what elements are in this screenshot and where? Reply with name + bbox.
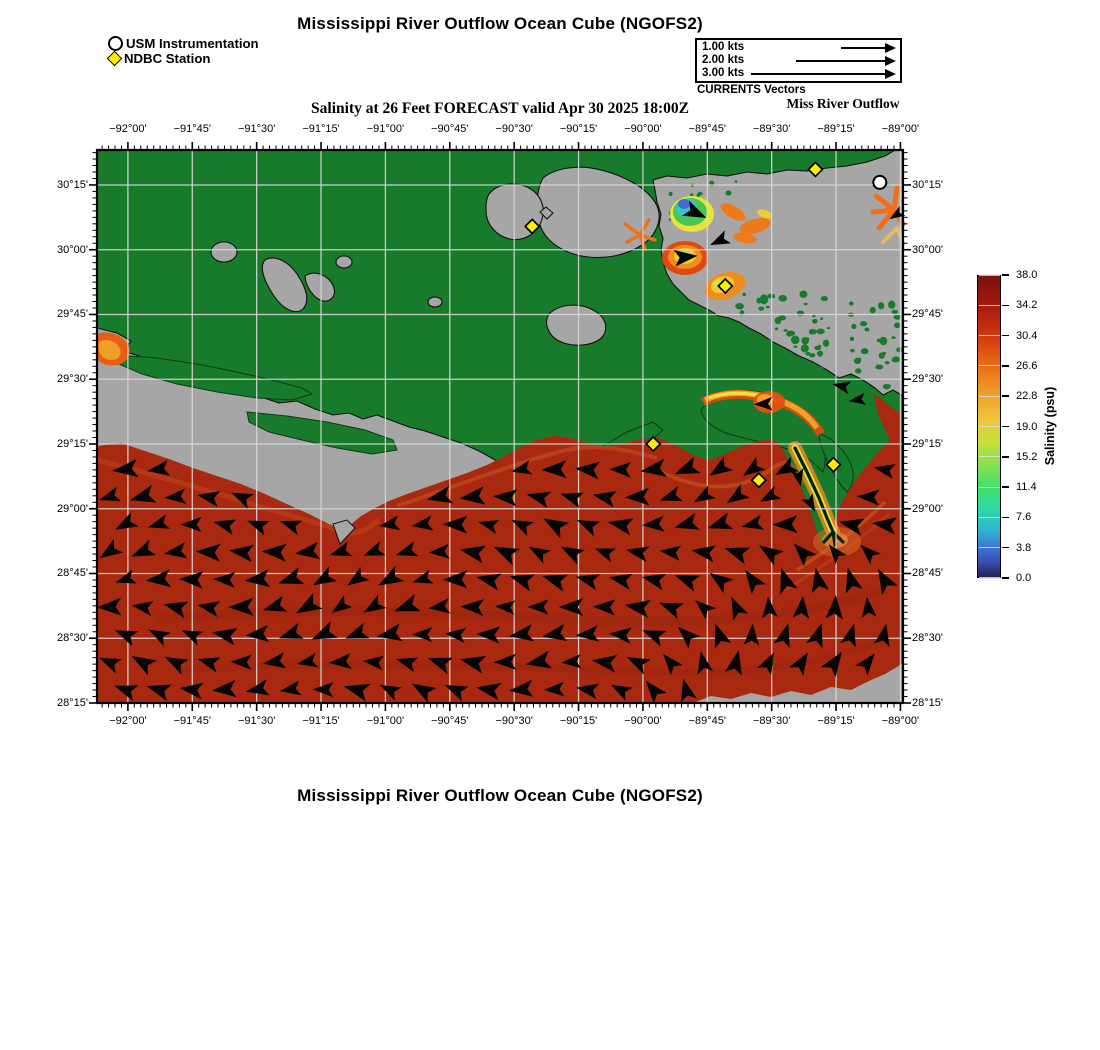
marsh-speckle (817, 352, 822, 355)
lat-tick-label: 28°15' (57, 697, 88, 709)
marsh-speckle (690, 193, 693, 196)
colorbar-tick-label: 38.0 (1016, 269, 1038, 281)
colorbar-tick-mark (1002, 426, 1009, 428)
currents-scale-row (697, 54, 900, 67)
colorbar-gridline (979, 365, 1000, 366)
marsh-speckle (875, 364, 883, 369)
colorbar-tick-label: 30.4 (1016, 329, 1038, 342)
lat-tick-label: 30°00' (912, 243, 943, 256)
ndbc-legend-label: NDBC Station (124, 51, 211, 66)
colorbar-gridline (979, 274, 1000, 275)
colorbar-tick-mark (1002, 577, 1009, 579)
marsh-speckle (759, 365, 763, 369)
marsh-speckle (756, 298, 761, 304)
lon-tick-label: −91°30' (237, 123, 276, 135)
lon-tick-label: −91°15' (302, 715, 340, 727)
station-legend (108, 36, 259, 66)
lon-tick-label: −90°15' (559, 715, 598, 727)
colorbar-gridline (979, 577, 1000, 578)
lat-tick-label: 30°00' (57, 243, 88, 256)
marsh-speckle (879, 352, 885, 358)
colorbar-gridline (979, 305, 1000, 306)
lat-tick-label: 29°00' (912, 502, 943, 515)
colorbar-tick-label: 26.6 (1016, 359, 1038, 372)
marsh-speckle (888, 301, 895, 309)
colorbar-tick-label: 22.8 (1016, 390, 1038, 403)
marsh-speckle (878, 302, 884, 309)
marsh-speckle (861, 348, 869, 354)
vector-arrowhead-icon (885, 56, 896, 66)
marsh-speckle (860, 390, 864, 394)
colorbar-tick-label: 19.0 (1016, 420, 1038, 433)
marsh-speckle (894, 322, 900, 328)
vector-arrowhead-icon (885, 69, 896, 79)
colorbar-tick-mark (1002, 456, 1009, 458)
marsh-speckle (770, 348, 775, 351)
colorbar-gridline (979, 335, 1000, 336)
marsh-speckle (849, 301, 854, 305)
colorbar-tick-mark (1002, 517, 1009, 519)
currents-caption: CURRENTS Vectors (697, 84, 806, 96)
colorbar-tick-mark (1002, 547, 1009, 549)
colorbar-tick-mark (1002, 274, 1009, 276)
colorbar-tick-mark (1002, 305, 1009, 307)
lat-tick-label: 28°45' (912, 567, 943, 580)
lon-tick-label: −92°00' (109, 123, 147, 135)
marsh-speckle (816, 328, 825, 334)
marsh-speckle (829, 375, 836, 381)
currents-scale-row (697, 67, 900, 80)
lon-tick-label: −92°00' (109, 715, 147, 727)
lon-tick-label: −90°00' (624, 123, 662, 135)
marsh-speckle (742, 293, 746, 296)
marsh-speckle (805, 372, 810, 375)
legend-row-ndbc (108, 51, 259, 66)
lat-tick-label: 29°30' (57, 373, 88, 386)
lat-tick-label: 29°45' (57, 308, 88, 321)
marsh-speckle (801, 344, 809, 352)
colorbar-tick-mark (1002, 486, 1009, 488)
marsh-speckle (818, 345, 822, 349)
lon-tick-label: −89°30' (752, 715, 791, 727)
marsh-speckle (726, 190, 732, 195)
marsh-speckle (775, 327, 778, 330)
currents-scale-label: 2.00 kts (702, 54, 745, 66)
marsh-speckle (823, 340, 829, 347)
colorbar-gridline (979, 547, 1000, 548)
lon-tick-label: −89°30' (752, 123, 791, 135)
lat-tick-label: 29°30' (912, 373, 943, 386)
usm-legend-label: USM Instrumentation (126, 36, 259, 51)
lon-tick-label: −91°30' (237, 715, 276, 727)
lon-tick-label: −90°45' (431, 715, 469, 727)
lat-tick-label: 28°15' (912, 697, 943, 709)
marsh-speckle (669, 192, 673, 196)
marsh-speckle (799, 370, 804, 373)
colorbar-tick-label: 34.2 (1016, 299, 1038, 312)
marsh-speckle (772, 353, 777, 358)
colorbar-tick-label: 3.8 (1016, 541, 1032, 554)
colorbar-gridline (979, 487, 1000, 488)
lon-tick-label: −91°45' (173, 123, 211, 135)
marsh-speckle (820, 317, 823, 320)
vector-line (796, 60, 886, 62)
marsh-speckle (697, 165, 702, 171)
marsh-speckle (806, 338, 809, 340)
marsh-speckle (855, 368, 861, 373)
lon-tick-label: −90°15' (559, 123, 598, 135)
lon-tick-label: −91°00' (366, 715, 405, 727)
currents-scale-box (695, 38, 902, 83)
colorbar-gridline (979, 456, 1000, 457)
colorbar-tick-label: 15.2 (1016, 450, 1038, 463)
marsh-speckle (789, 381, 795, 386)
lon-tick-label: −89°00' (881, 123, 920, 135)
marsh-speckle (860, 321, 867, 326)
vector-arrowhead-icon (885, 43, 896, 53)
lon-tick-label: −90°45' (431, 123, 469, 135)
ndbc-diamond-icon (107, 51, 123, 67)
lat-tick-label: 28°30' (57, 632, 88, 645)
marsh-speckle (870, 307, 876, 313)
legend-row-usm (108, 36, 259, 51)
marsh-speckle (734, 342, 740, 348)
marsh-speckle (815, 366, 823, 371)
lon-tick-label: −89°45' (688, 715, 726, 727)
colorbar-tick-label: 11.4 (1016, 481, 1037, 494)
lat-tick-label: 29°15' (57, 437, 88, 450)
lat-tick-label: 29°45' (912, 308, 943, 321)
marsh-speckle (827, 327, 830, 329)
marsh-speckle (892, 358, 897, 363)
currents-scale-label: 3.00 kts (702, 67, 745, 79)
marsh-speckle (797, 310, 804, 316)
marsh-speckle (735, 303, 744, 309)
marsh-speckle (744, 169, 749, 172)
page-title: Mississippi River Outflow Ocean Cube (NGOFS2) (297, 14, 703, 33)
colorbar-tick-mark (1002, 335, 1009, 337)
lon-tick-label: −90°00' (624, 715, 662, 727)
colorbar-gridline (979, 426, 1000, 427)
marsh-speckle (669, 218, 671, 220)
lon-tick-label: −90°30' (495, 715, 533, 727)
usm-station-marker (873, 176, 886, 189)
lon-tick-label: −91°15' (302, 123, 340, 135)
marsh-speckle (799, 290, 807, 297)
marsh-speckle (891, 336, 895, 339)
marsh-speckle (891, 310, 897, 314)
forecast-subtitle: Salinity at 26 Feet FORECAST valid Apr 30 2025 18:00Z (311, 100, 689, 117)
lon-tick-label: −89°15' (817, 715, 855, 727)
marsh-speckle (754, 356, 757, 358)
marsh-speckle (766, 306, 770, 308)
marsh-speckle (788, 360, 795, 365)
marsh-speckle (850, 337, 854, 341)
colorbar-tick-label: 7.6 (1016, 511, 1032, 524)
marsh-speckle (885, 361, 890, 364)
marsh-speckle (812, 315, 815, 317)
marsh-speckle (735, 180, 737, 183)
colorbar-tick-label: 0.0 (1016, 572, 1032, 584)
small-lake (428, 297, 442, 307)
lat-tick-label: 30°15' (57, 178, 88, 191)
marsh-speckle (741, 166, 744, 168)
lon-tick-label: −90°30' (495, 123, 533, 135)
lat-tick-label: 30°15' (912, 178, 943, 191)
marsh-speckle (783, 329, 787, 332)
colorbar-gridline (979, 396, 1000, 397)
marsh-speckle (804, 303, 808, 305)
marsh-speckle (880, 337, 888, 345)
lon-tick-label: −91°00' (366, 123, 405, 135)
colorbar-tick-mark (1002, 365, 1009, 367)
marsh-speckle (812, 319, 817, 324)
currents-scale-label: 1.00 kts (702, 41, 745, 53)
marsh-speckle (809, 329, 817, 335)
marsh-speckle (887, 384, 891, 387)
vector-line (751, 73, 886, 75)
usm-circle-icon (108, 36, 123, 51)
marsh-speckle (778, 295, 786, 302)
marsh-speckle (805, 352, 810, 356)
marsh-speckle (857, 358, 861, 361)
salinity-map (85, 138, 915, 715)
colorbar-title: Salinity (psu) (1043, 386, 1057, 466)
marsh-speckle (851, 324, 856, 329)
marsh-speckle (775, 317, 782, 324)
bottom-title: Mississippi River Outflow Ocean Cube (NGOFS2) (297, 786, 703, 805)
lon-tick-label: −89°45' (688, 123, 726, 135)
marsh-speckle (748, 367, 755, 373)
marsh-speckle (791, 335, 799, 344)
marsh-speckle (850, 349, 855, 353)
colorbar-tick-mark (1002, 395, 1009, 397)
small-lake (211, 242, 237, 262)
currents-scale-row (697, 41, 900, 54)
marsh-speckle (786, 332, 792, 337)
lat-tick-label: 29°00' (57, 502, 88, 515)
marsh-speckle (864, 327, 869, 331)
small-lake (336, 256, 352, 268)
lon-tick-label: −89°15' (817, 123, 855, 135)
lat-tick-label: 29°15' (912, 437, 943, 450)
outflow-label: Miss River Outflow (786, 96, 900, 111)
lon-tick-label: −89°00' (881, 715, 920, 727)
marsh-speckle (698, 192, 703, 195)
lon-tick-label: −91°45' (173, 715, 211, 727)
marsh-speckle (724, 171, 727, 174)
colorbar-gridline (979, 517, 1000, 518)
lat-tick-label: 28°45' (57, 567, 88, 580)
marsh-speckle (821, 296, 828, 301)
marsh-speckle (758, 306, 764, 310)
lat-tick-label: 28°30' (912, 632, 943, 645)
vector-line (841, 47, 886, 49)
marsh-speckle (794, 346, 798, 348)
